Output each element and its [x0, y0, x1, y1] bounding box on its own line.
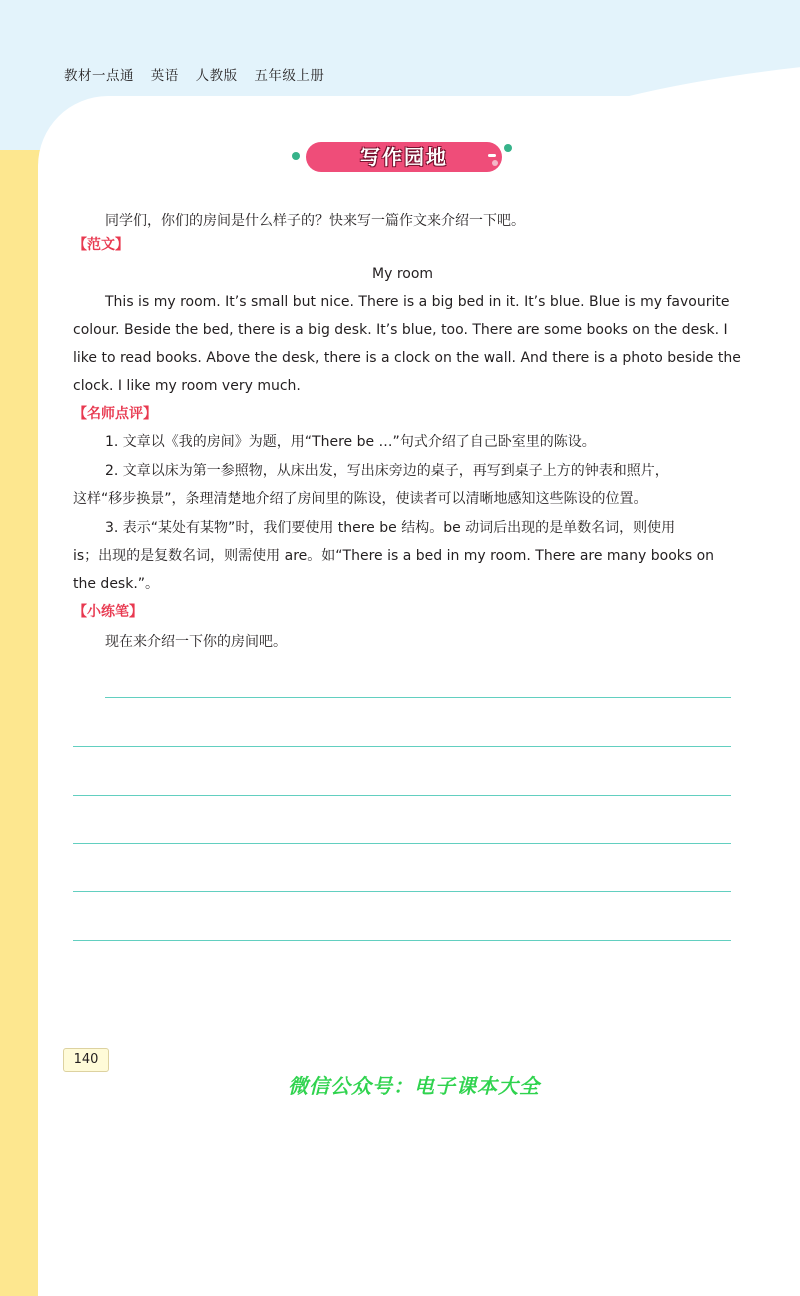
practice-instruction: 现在来介绍一下你的房间吧。	[105, 634, 287, 650]
essay-line: clock. I like my room very much.	[73, 378, 301, 394]
writing-line[interactable]	[105, 697, 731, 698]
writing-line[interactable]	[73, 795, 731, 796]
decor-dot	[492, 160, 498, 166]
title-pill	[306, 142, 502, 172]
review-point-3-cont: is；出现的是复数名词，则需使用 are。如“There is a bed in my room. There are many books on	[73, 548, 715, 564]
essay-line: like to read books. Above the desk, there is a clock on the wall. And there is a photo beside the	[73, 350, 741, 366]
review-point-1: 1. 文章以《我的房间》为题，用“There be …”句式介绍了自己卧室里的陈设。	[105, 434, 596, 450]
header-grade: 五年级上册	[254, 68, 325, 84]
essay-line: This is my room. It’s small but nice. There is a big bed in it. It’s blue. Blue is my favourite	[105, 294, 730, 310]
page-number: 140	[63, 1048, 109, 1072]
practice-tag: 【小练笔】	[73, 604, 143, 620]
essay-title: My room	[372, 266, 434, 282]
header-subject: 英语	[150, 68, 179, 84]
header-book: 教材一点通	[64, 68, 134, 84]
section-title-banner	[292, 140, 514, 174]
review-point-2: 2. 文章以床为第一参照物，从床出发，写出床旁边的桌子，再写到桌子上方的钟表和照片，	[105, 463, 669, 479]
review-point-3-end: the desk.”。	[73, 576, 160, 592]
review-tag: 【名师点评】	[73, 406, 157, 422]
essay-line: colour. Beside the bed, there is a big desk. It’s blue, too. There are some books on the desk. I	[73, 322, 728, 338]
decor-dash	[488, 154, 496, 157]
watermark: 微信公众号：电子课本大全	[288, 1074, 540, 1098]
writing-line[interactable]	[73, 891, 731, 892]
decor-dot	[504, 144, 512, 152]
review-point-3: 3. 表示“某处有某物”时，我们要使用 there be 结构。be 动词后出现的是单数名词，则使用	[105, 520, 676, 536]
section-title: 写作园地	[360, 145, 448, 169]
writing-line[interactable]	[73, 746, 731, 747]
sample-tag: 【范文】	[73, 237, 129, 253]
writing-line[interactable]	[73, 843, 731, 844]
header-edition: 人教版	[195, 68, 238, 84]
decor-dot	[292, 152, 300, 160]
running-header	[64, 64, 336, 84]
writing-prompt: 同学们，你们的房间是什么样子的？快来写一篇作文来介绍一下吧。	[105, 213, 525, 229]
writing-line[interactable]	[73, 940, 731, 941]
review-point-2-cont: 这样“移步换景”，条理清楚地介绍了房间里的陈设，使读者可以清晰地感知这些陈设的位置。	[73, 491, 648, 507]
